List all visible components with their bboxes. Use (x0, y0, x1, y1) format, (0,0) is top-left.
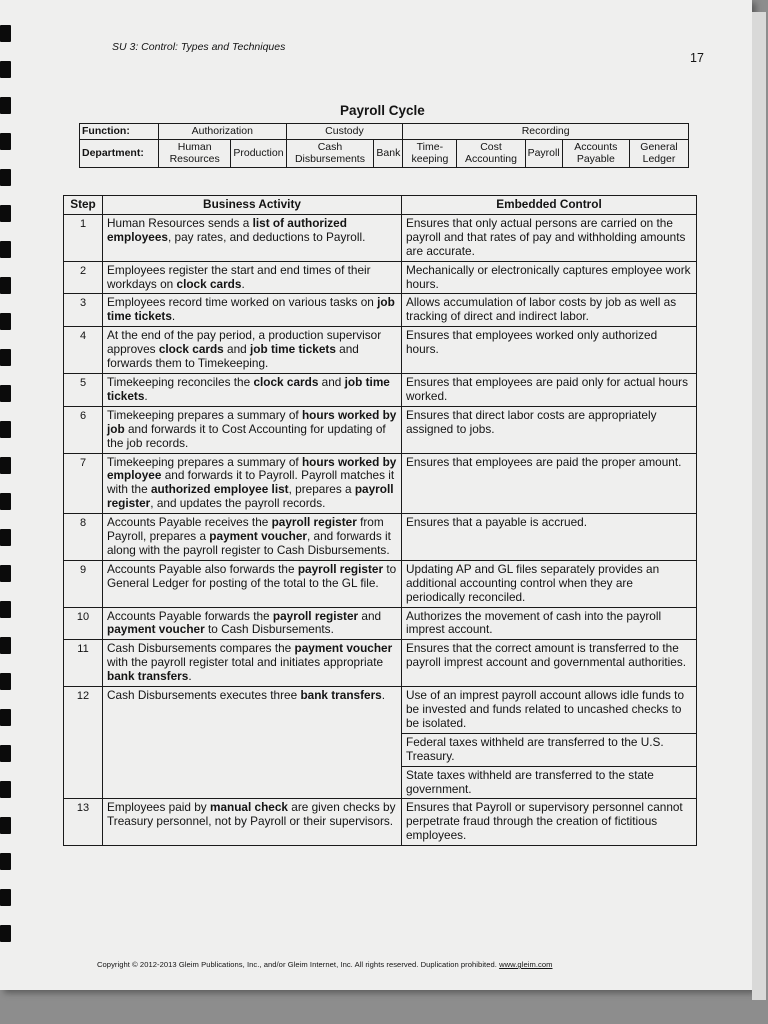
activity-text: Accounts Payable also forwards the (107, 561, 298, 576)
activity-text: and (358, 608, 382, 623)
activity-text: . (171, 309, 176, 324)
dept-bank: Bank (374, 139, 403, 167)
business-activity (103, 514, 402, 561)
business-activity (103, 214, 402, 261)
activity-text: Cash Disbursements compares the (107, 641, 295, 656)
embedded-control: Ensures that Payroll or supervisory personnel cannot perpetrate fraud through the creation of fictitious employees. (402, 799, 697, 846)
control-header: Embedded Control (402, 196, 697, 215)
activity-document-term: bank transfers (107, 669, 189, 684)
dept-payroll: Payroll (525, 139, 562, 167)
binding-hole (0, 781, 11, 798)
binding-hole (0, 817, 11, 834)
activity-text: Accounts Payable forwards the (107, 608, 273, 623)
activity-document-term: clock cards (176, 276, 242, 291)
activity-text: and forwards it to Cost Accounting for updating of the job records. (107, 421, 386, 450)
activity-text: . (381, 688, 386, 703)
activity-document-term: payroll register (107, 482, 394, 511)
embedded-control: Ensures that employees worked only authorized hours. (402, 327, 697, 374)
binding-hole (0, 349, 11, 366)
binding-hole (0, 493, 11, 510)
binding-hole (0, 529, 11, 546)
embedded-control: Ensures that the correct amount is transferred to the payroll imprest account and governmental authorities. (402, 640, 697, 687)
activity-text: Timekeeping prepares a summary of (107, 454, 302, 469)
embedded-control: Allows accumulation of labor costs by job as well as tracking of direct and indirect labor. (402, 294, 697, 327)
embedded-control: Ensures that employees are paid the proper amount. (402, 453, 697, 514)
binding-hole (0, 241, 11, 258)
activity-text: Cash Disbursements executes three (107, 688, 301, 703)
business-activity (103, 373, 402, 406)
step-header: Step (64, 196, 103, 215)
activity-text: , prepares a (288, 482, 355, 497)
dept-general-ledger: General Ledger (629, 139, 688, 167)
activity-document-term: payment voucher (209, 529, 307, 544)
dept-production: Production (231, 139, 286, 167)
binding-hole (0, 673, 11, 690)
function-label: Function: (80, 124, 159, 140)
business-activity (103, 799, 402, 846)
activity-text: Human Resources sends a (107, 215, 253, 230)
binding-hole (0, 61, 11, 78)
binding-hole (0, 277, 11, 294)
binding-hole (0, 637, 11, 654)
embedded-control: Use of an imprest payroll account allows idle funds to be invested and funds related to uncashed checks to be isolated. (402, 687, 697, 734)
activity-document-term: payroll register (272, 608, 359, 623)
table-row (64, 327, 697, 374)
activity-document-term: list of authorized employees (107, 215, 347, 244)
spiral-binding (0, 25, 14, 961)
step-number: 9 (64, 560, 103, 607)
binding-hole (0, 25, 11, 42)
copyright-footer (97, 960, 553, 969)
binding-hole (0, 853, 11, 870)
binding-hole (0, 313, 11, 330)
activity-header: Business Activity (103, 196, 402, 215)
activity-text: , and forwards it along with the payroll register to Cash Disbursements. (107, 529, 391, 557)
step-number: 7 (64, 453, 103, 514)
table-row (64, 373, 697, 406)
department-row (80, 139, 689, 167)
function-authorization: Authorization (159, 124, 287, 140)
dept-human-resources: Human Resources (159, 139, 231, 167)
footer-url[interactable]: www.gleim.com (499, 960, 553, 969)
step-number: 4 (64, 327, 103, 374)
header-row (64, 196, 697, 215)
binding-hole (0, 745, 11, 762)
activity-text: , and updates the payroll records. (150, 496, 326, 511)
binding-hole (0, 421, 11, 438)
activity-document-term: job time tickets (250, 342, 336, 357)
binding-hole (0, 169, 11, 186)
binding-hole (0, 385, 11, 402)
binding-hole (0, 457, 11, 474)
page-number: 17 (690, 51, 704, 65)
activity-text: to Cash Disbursements. (204, 622, 334, 637)
business-activity (103, 327, 402, 374)
table-row (64, 560, 697, 607)
activity-text: from Payroll, prepares a (107, 515, 384, 544)
activity-text: . (241, 276, 245, 291)
payroll-steps-table (63, 195, 697, 846)
activity-document-term: hours worked by employee (107, 454, 397, 483)
business-activity (103, 687, 402, 799)
embedded-control: Ensures that direct labor costs are appropriately assigned to jobs. (402, 406, 697, 453)
embedded-control: State taxes withheld are transferred to the state government. (402, 766, 697, 799)
table-row (64, 261, 697, 294)
dept-cash-disbursements: Cash Disbursements (286, 139, 374, 167)
step-number: 13 (64, 799, 103, 846)
embedded-control: Ensures that only actual persons are carried on the payroll and that rates of pay and withholding amounts are accurate. (402, 214, 697, 261)
activity-text: and forwards them to Timekeeping. (107, 342, 359, 371)
activity-document-term: authorized employee list (150, 482, 289, 497)
binding-hole (0, 133, 11, 150)
activity-text: Timekeeping reconciles the (107, 374, 254, 389)
activity-document-term: payment voucher (294, 641, 393, 656)
activity-document-term: payroll register (297, 561, 384, 576)
activity-document-term: payroll register (271, 515, 357, 530)
page-title: Payroll Cycle (340, 103, 425, 118)
step-number: 5 (64, 373, 103, 406)
business-activity (103, 560, 402, 607)
binding-hole (0, 925, 11, 942)
embedded-control: Federal taxes withheld are transferred to the U.S. Treasury. (402, 733, 697, 766)
activity-document-term: bank transfers (300, 688, 382, 703)
activity-text: Employees register the start and end times of their workdays on (107, 262, 371, 291)
table-row (64, 406, 697, 453)
embedded-control: Ensures that a payable is accrued. (402, 514, 697, 561)
activity-text: with the payroll register total and initiates appropriate (107, 655, 384, 670)
business-activity (103, 406, 402, 453)
activity-text: Employees paid by (107, 800, 210, 815)
activity-document-term: payment voucher (107, 622, 205, 637)
activity-text: are given checks by Treasury personnel, not by Payroll or their supervisors. (107, 800, 396, 829)
embedded-control: Updating AP and GL files separately provides an additional accounting control when they are periodically reconciled. (402, 560, 697, 607)
table-row (64, 294, 697, 327)
business-activity (103, 453, 402, 514)
binding-hole (0, 709, 11, 726)
table-row (64, 640, 697, 687)
binding-hole (0, 205, 11, 222)
dept-accounts-payable: Accounts Payable (562, 139, 629, 167)
table-row (64, 453, 697, 514)
activity-document-term: hours worked by job (107, 407, 397, 436)
activity-document-term: clock cards (158, 342, 224, 357)
business-activity (103, 607, 402, 640)
activity-text: and (223, 342, 250, 357)
table-row (64, 687, 697, 734)
embedded-control: Mechanically or electronically captures employee work hours. (402, 261, 697, 294)
embedded-control: Ensures that employees are paid only for actual hours worked. (402, 373, 697, 406)
activity-text: Employees record time worked on various tasks on (107, 295, 378, 310)
function-row (80, 124, 689, 140)
activity-text: Accounts Payable receives the (107, 515, 272, 530)
step-number: 8 (64, 514, 103, 561)
table-row (64, 799, 697, 846)
step-number: 10 (64, 607, 103, 640)
activity-document-term: clock cards (253, 374, 319, 389)
activity-text: . (144, 388, 148, 403)
activity-document-term: job time tickets (107, 295, 395, 324)
binding-hole (0, 565, 11, 582)
step-number: 6 (64, 406, 103, 453)
binding-hole (0, 889, 11, 906)
activity-text: . (188, 669, 192, 684)
function-recording: Recording (403, 124, 689, 140)
binding-hole (0, 601, 11, 618)
table-row (64, 514, 697, 561)
step-number: 3 (64, 294, 103, 327)
business-activity (103, 261, 402, 294)
department-label: Department: (80, 139, 159, 167)
binding-hole (0, 97, 11, 114)
copyright-text: Copyright © 2012-2013 Gleim Publications, Inc., and/or Gleim Internet, Inc. All rights reserved. Duplication prohibited. (97, 960, 497, 969)
running-head: SU 3: Control: Types and Techniques (112, 41, 286, 53)
activity-text: and forwards it to Payroll. Payroll matches it with the (107, 468, 395, 497)
activity-text: , pay rates, and deductions to Payroll. (167, 229, 366, 244)
step-number: 12 (64, 687, 103, 799)
table-row (64, 214, 697, 261)
function-department-table (79, 123, 689, 168)
activity-text: Timekeeping prepares a summary of (107, 407, 302, 422)
step-number: 2 (64, 261, 103, 294)
function-custody: Custody (286, 124, 403, 140)
table-row (64, 607, 697, 640)
business-activity (103, 640, 402, 687)
activity-text: and (318, 374, 345, 389)
page-edge (752, 12, 766, 1000)
embedded-control: Authorizes the movement of cash into the payroll imprest account. (402, 607, 697, 640)
step-number: 11 (64, 640, 103, 687)
activity-text: At the end of the pay period, a production supervisor approves (107, 328, 382, 357)
step-number: 1 (64, 214, 103, 261)
business-activity (103, 294, 402, 327)
dept-timekeeping: Time-keeping (403, 139, 457, 167)
activity-document-term: manual check (209, 800, 288, 815)
activity-document-term: job time tickets (107, 374, 390, 403)
dept-cost-accounting: Cost Accounting (457, 139, 525, 167)
activity-text: to General Ledger for posting of the total to the GL file. (107, 561, 397, 590)
